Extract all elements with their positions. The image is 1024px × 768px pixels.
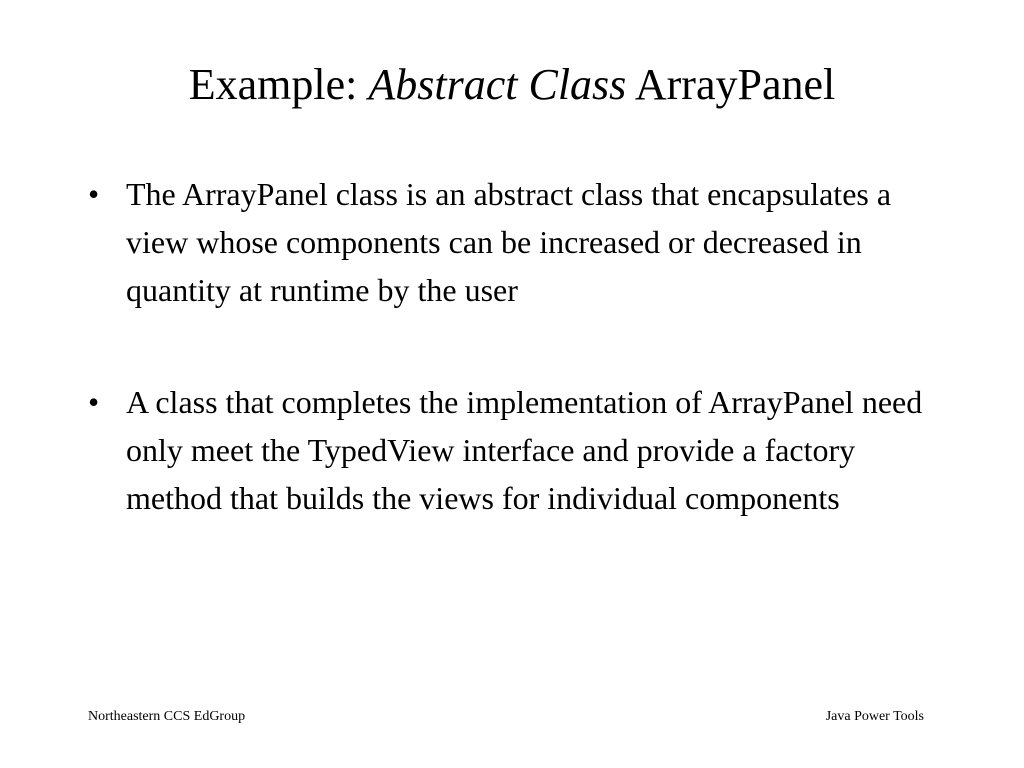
bullet-marker: •	[88, 176, 100, 212]
slide-title	[0, 55, 1024, 115]
bullet-text: A class that completes the implementation of ArrayPanel need only meet the TypedView interface and provide a factory method that builds the views for individual components	[126, 384, 923, 516]
footer-right: Java Power Tools	[825, 709, 924, 724]
footer-left: Northeastern CCS EdGroup	[88, 709, 246, 724]
bullet-item	[88, 378, 948, 522]
title-prefix: Example:	[188, 60, 369, 109]
title-suffix: ArrayPanel	[626, 60, 836, 109]
bullet-item	[88, 170, 948, 314]
bullet-text: The ArrayPanel class is an abstract class that encapsulates a view whose components can be increased or decreased in quantity at runtime by the user	[126, 176, 892, 308]
title-emphasis: Abstract Class	[368, 60, 627, 109]
bullet-list	[88, 170, 948, 522]
bullet-marker: •	[88, 384, 100, 420]
